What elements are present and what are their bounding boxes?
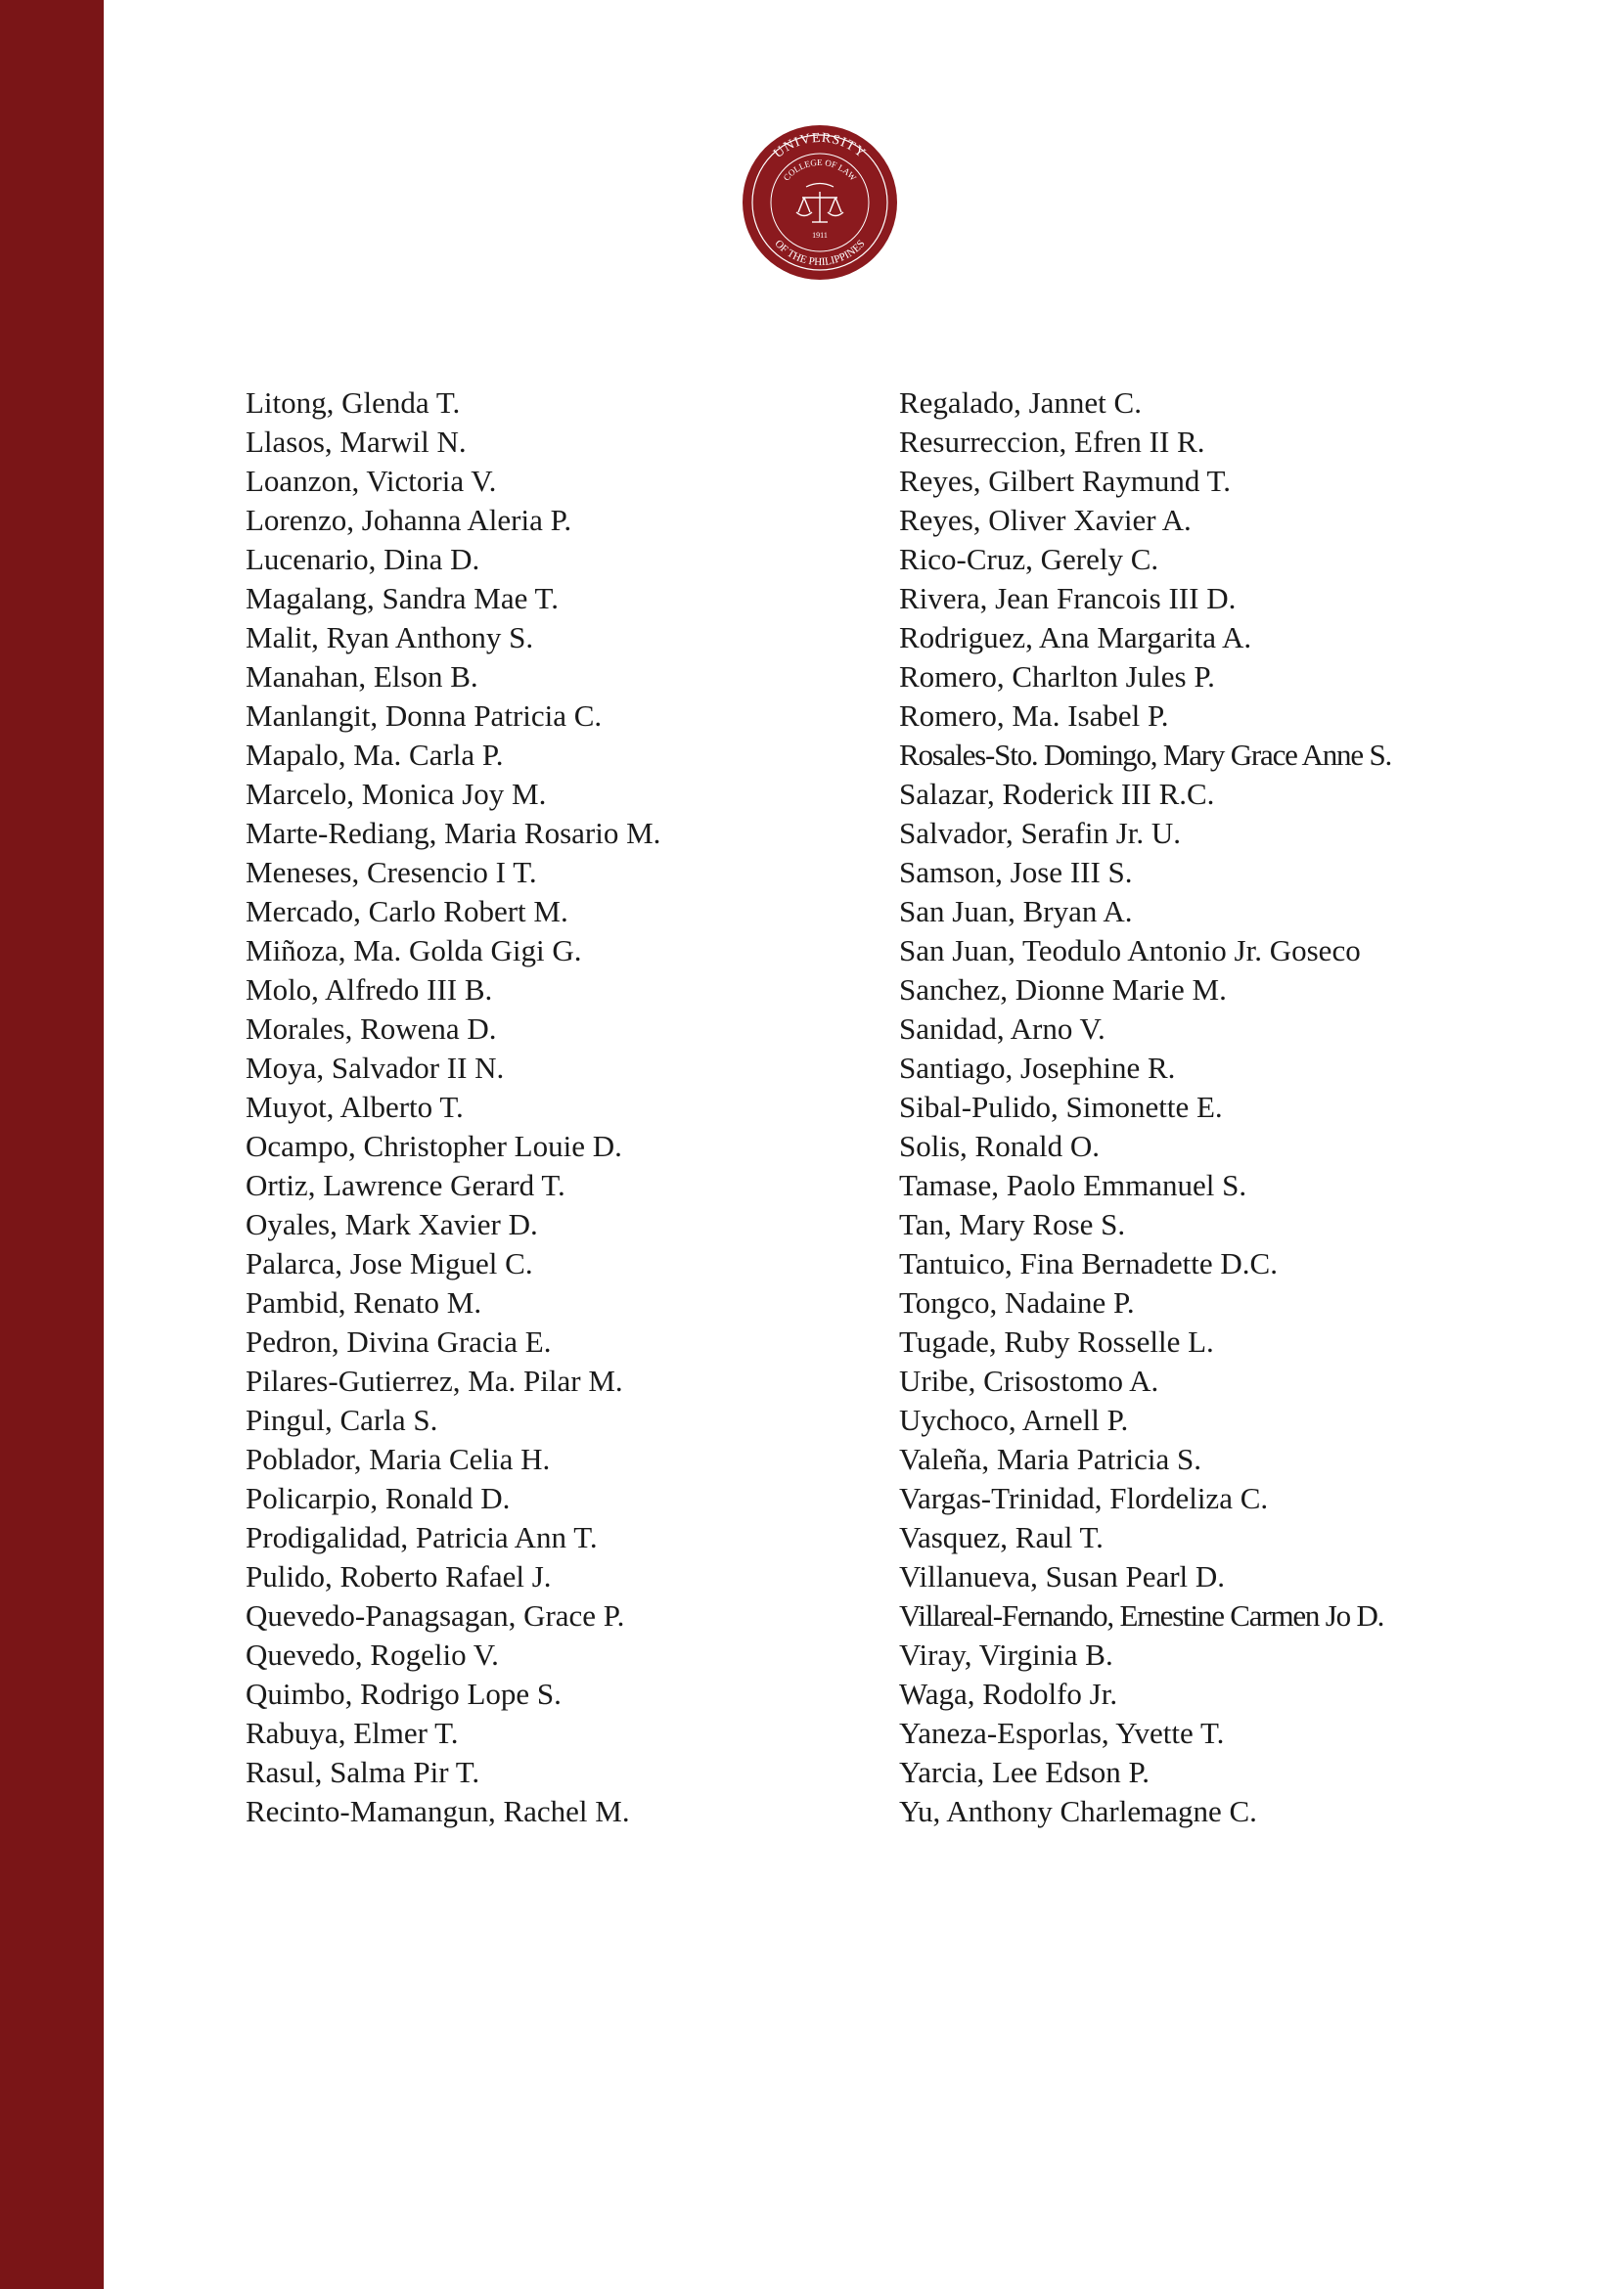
name-list-right <box>899 383 1535 1831</box>
name-entry: Rabuya, Elmer T. <box>246 1716 459 1750</box>
name-entry: Rivera, Jean Francois III D. <box>899 581 1237 615</box>
name-entry: Pedron, Divina Gracia E. <box>246 1324 552 1359</box>
name-entry: Lorenzo, Johanna Aleria P. <box>246 503 572 537</box>
name-entry: Salvador, Serafin Jr. U. <box>899 816 1182 850</box>
seal-inner-text: COLLEGE OF LAW <box>781 157 859 183</box>
name-entry: Sanchez, Dionne Marie M. <box>899 972 1227 1007</box>
name-entry: Lucenario, Dina D. <box>246 542 480 576</box>
name-entry: Yaneza-Esporlas, Yvette T. <box>899 1716 1225 1750</box>
name-entry: Policarpio, Ronald D. <box>246 1481 511 1515</box>
name-entry: Ortiz, Lawrence Gerard T. <box>246 1168 565 1202</box>
name-entry: Villareal-Fernando, Ernestine Carmen Jo D. <box>899 1598 1384 1633</box>
name-entry: Samson, Jose III S. <box>899 855 1133 889</box>
name-entry: Mercado, Carlo Robert M. <box>246 894 568 928</box>
name-entry: Morales, Rowena D. <box>246 1011 497 1046</box>
name-entry: Malit, Ryan Anthony S. <box>246 620 534 654</box>
name-entry: Prodigalidad, Patricia Ann T. <box>246 1520 598 1554</box>
name-entry: Ocampo, Christopher Louie D. <box>246 1129 622 1163</box>
name-entry: Uribe, Crisostomo A. <box>899 1364 1159 1398</box>
name-entry: Rodriguez, Ana Margarita A. <box>899 620 1252 654</box>
name-entry: Tamase, Paolo Emmanuel S. <box>899 1168 1247 1202</box>
name-entry: Palarca, Jose Miguel C. <box>246 1246 533 1280</box>
name-entry: Molo, Alfredo III B. <box>246 972 493 1007</box>
name-list-left <box>246 383 833 1831</box>
name-entry: Reyes, Oliver Xavier A. <box>899 503 1192 537</box>
name-entry: Pilares-Gutierrez, Ma. Pilar M. <box>246 1364 623 1398</box>
name-entry: Santiago, Josephine R. <box>899 1051 1176 1085</box>
name-entry: Tongco, Nadaine P. <box>899 1285 1135 1320</box>
name-entry: San Juan, Bryan A. <box>899 894 1133 928</box>
name-entry: Litong, Glenda T. <box>246 385 461 420</box>
name-entry: Rasul, Salma Pir T. <box>246 1755 480 1789</box>
name-entry: Marte-Rediang, Maria Rosario M. <box>246 816 661 850</box>
name-entry: Pingul, Carla S. <box>246 1403 438 1437</box>
name-entry: San Juan, Teodulo Antonio Jr. Goseco <box>899 933 1361 967</box>
name-entry: Magalang, Sandra Mae T. <box>246 581 559 615</box>
name-entry: Pulido, Roberto Rafael J. <box>246 1559 552 1593</box>
name-entry: Manlangit, Donna Patricia C. <box>246 698 603 733</box>
name-entry: Pambid, Renato M. <box>246 1285 482 1320</box>
name-entry: Sanidad, Arno V. <box>899 1011 1105 1046</box>
name-entry: Miñoza, Ma. Golda Gigi G. <box>246 933 582 967</box>
name-entry: Solis, Ronald O. <box>899 1129 1100 1163</box>
name-entry: Marcelo, Monica Joy M. <box>246 777 547 811</box>
name-entry: Romero, Ma. Isabel P. <box>899 698 1169 733</box>
name-entry: Llasos, Marwil N. <box>246 425 467 459</box>
name-entry: Yu, Anthony Charlemagne C. <box>899 1794 1257 1828</box>
name-entry: Uychoco, Arnell P. <box>899 1403 1129 1437</box>
name-entry: Tan, Mary Rose S. <box>899 1207 1126 1241</box>
side-color-band <box>0 0 104 2289</box>
name-entry: Waga, Rodolfo Jr. <box>899 1677 1118 1711</box>
name-entry: Viray, Virginia B. <box>899 1638 1113 1672</box>
name-entry: Recinto-Mamangun, Rachel M. <box>246 1794 630 1828</box>
name-entry: Quevedo, Rogelio V. <box>246 1638 499 1672</box>
name-entry: Romero, Charlton Jules P. <box>899 659 1215 694</box>
name-entry: Tugade, Ruby Rosselle L. <box>899 1324 1214 1359</box>
name-entry: Poblador, Maria Celia H. <box>246 1442 551 1476</box>
name-entry: Reyes, Gilbert Raymund T. <box>899 464 1231 498</box>
name-entry: Moya, Salvador II N. <box>246 1051 505 1085</box>
name-entry: Sibal-Pulido, Simonette E. <box>899 1090 1223 1124</box>
name-entry: Quimbo, Rodrigo Lope S. <box>246 1677 562 1711</box>
name-entry: Regalado, Jannet C. <box>899 385 1142 420</box>
name-entry: Muyot, Alberto T. <box>246 1090 464 1124</box>
name-entry: Yarcia, Lee Edson P. <box>899 1755 1150 1789</box>
seal-bottom-text: OF THE PHILIPPINES <box>772 238 868 269</box>
name-entry: Salazar, Roderick III R.C. <box>899 777 1215 811</box>
name-entry: Manahan, Elson B. <box>246 659 478 694</box>
name-entry: Oyales, Mark Xavier D. <box>246 1207 538 1241</box>
name-entry: Rico-Cruz, Gerely C. <box>899 542 1159 576</box>
name-entry: Quevedo-Panagsagan, Grace P. <box>246 1598 625 1633</box>
name-entry: Tantuico, Fina Bernadette D.C. <box>899 1246 1278 1280</box>
name-entry: Villanueva, Susan Pearl D. <box>899 1559 1226 1593</box>
name-entry: Loanzon, Victoria V. <box>246 464 497 498</box>
name-entry: Resurreccion, Efren II R. <box>899 425 1205 459</box>
name-entry: Rosales-Sto. Domingo, Mary Grace Anne S. <box>899 738 1392 772</box>
name-entry: Meneses, Cresencio I T. <box>246 855 537 889</box>
seal-year: 1911 <box>812 231 828 240</box>
name-entry: Valeña, Maria Patricia S. <box>899 1442 1202 1476</box>
name-entry: Mapalo, Ma. Carla P. <box>246 738 504 772</box>
name-entry: Vasquez, Raul T. <box>899 1520 1104 1554</box>
university-seal-logo <box>742 124 898 281</box>
name-entry: Vargas-Trinidad, Flordeliza C. <box>899 1481 1269 1515</box>
seal-top-text: UNIVERSITY <box>771 130 869 161</box>
